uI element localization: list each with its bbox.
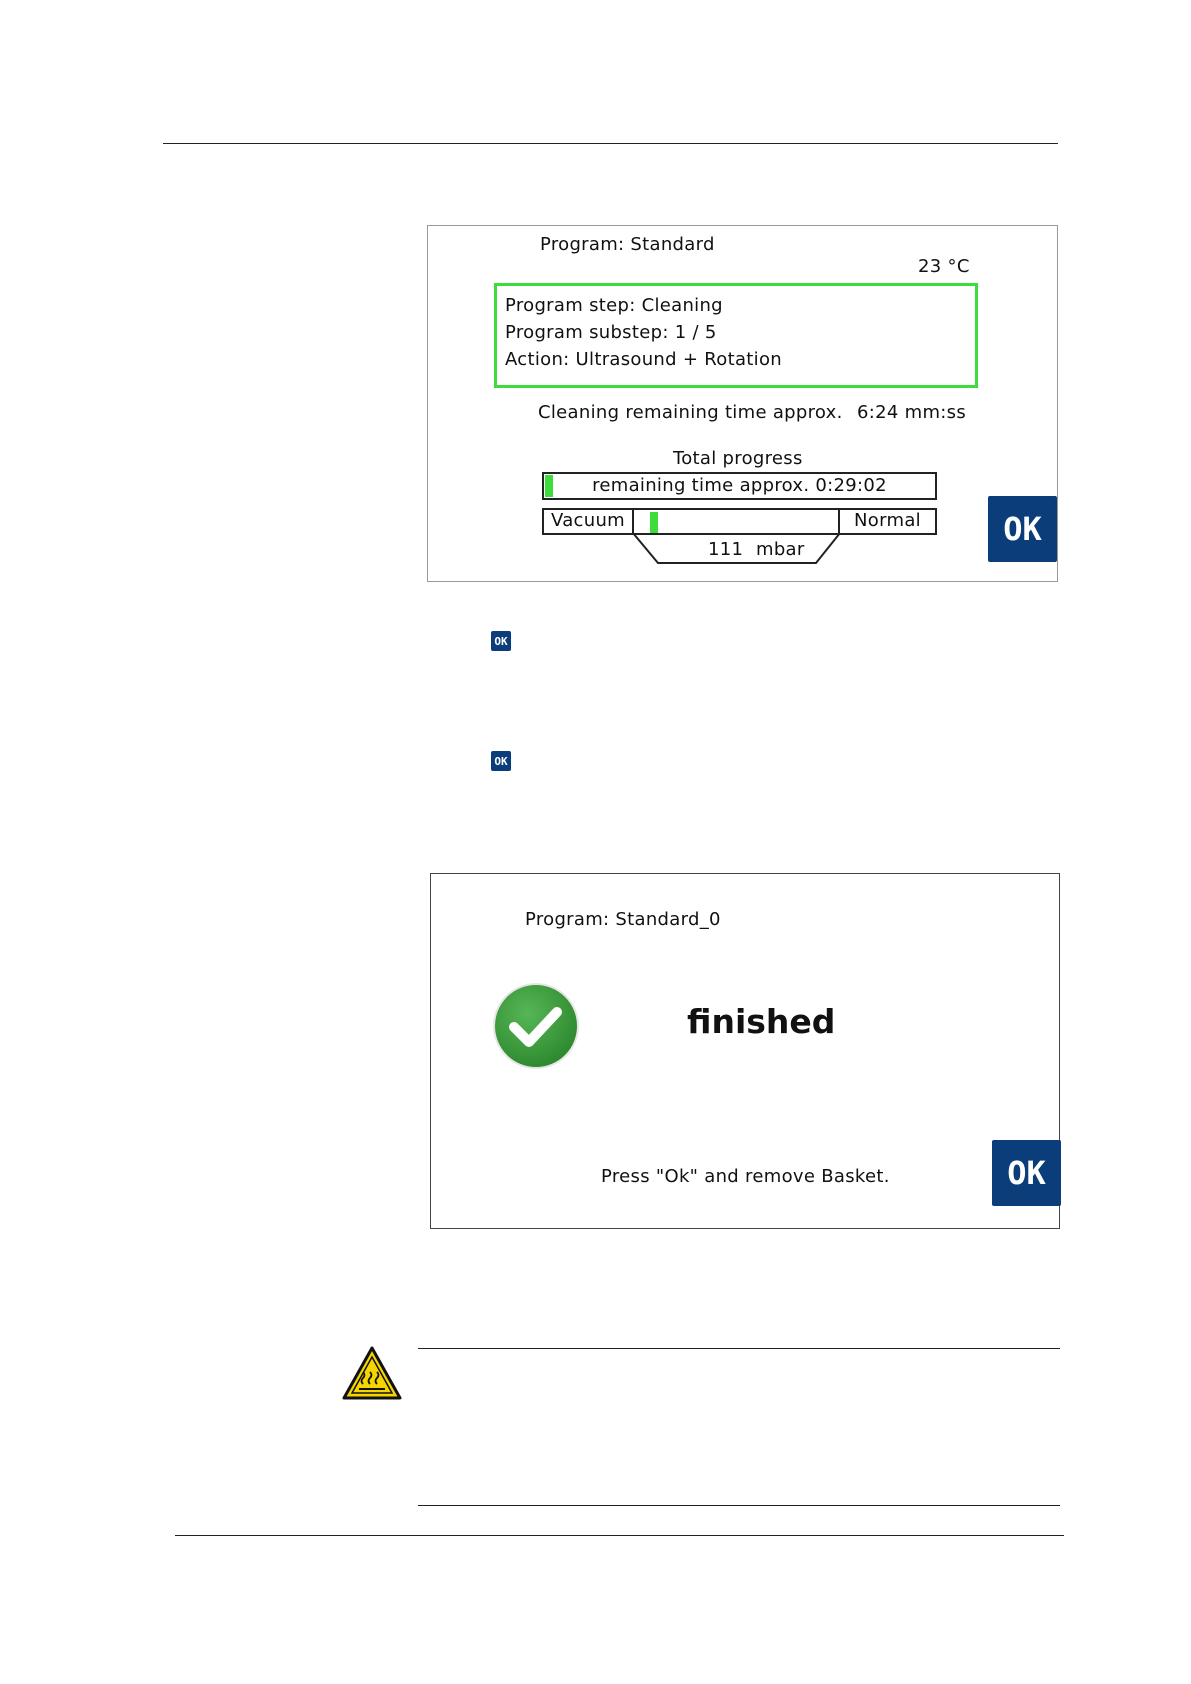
total-progress-bar bbox=[542, 472, 937, 500]
warning-bottom-rule bbox=[418, 1505, 1060, 1506]
inline-ok-icon: OK bbox=[491, 631, 511, 651]
checkmark-icon bbox=[491, 981, 581, 1071]
header-rule bbox=[163, 143, 1058, 144]
program-substep-line: Program substep: 1 / 5 bbox=[505, 322, 717, 343]
inline-ok-icon: OK bbox=[491, 751, 511, 771]
cleaning-remaining-label: Cleaning remaining time approx. bbox=[538, 402, 843, 423]
hot-surface-warning-icon bbox=[341, 1345, 403, 1401]
instruction-text: Press "Ok" and remove Basket. bbox=[601, 1166, 890, 1187]
action-line: Action: Ultrasound + Rotation bbox=[505, 349, 782, 370]
cleaning-remaining-time: 6:24 mm:ss bbox=[857, 402, 967, 423]
program-label: Program: Standard_0 bbox=[525, 909, 721, 930]
pressure-marker bbox=[650, 512, 658, 533]
pressure-gauge-track bbox=[632, 508, 840, 535]
vacuum-label: Vacuum bbox=[542, 508, 634, 535]
ok-button[interactable]: OK bbox=[992, 1140, 1061, 1206]
program-running-screen bbox=[427, 225, 1058, 582]
program-finished-screen bbox=[430, 873, 1060, 1229]
pressure-value: 111 bbox=[708, 539, 744, 560]
program-step-line: Program step: Cleaning bbox=[505, 295, 723, 316]
total-progress-title: Total progress bbox=[673, 448, 803, 469]
temperature-readout: 23 °C bbox=[918, 256, 970, 277]
footer-rule bbox=[175, 1535, 1064, 1536]
warning-top-rule bbox=[418, 1348, 1060, 1349]
status-finished: finished bbox=[687, 1002, 836, 1041]
pressure-unit: mbar bbox=[756, 539, 805, 560]
total-progress-text: remaining time approx. 0:29:02 bbox=[592, 475, 887, 496]
program-step-box bbox=[494, 283, 978, 388]
normal-label: Normal bbox=[838, 508, 937, 535]
ok-button[interactable]: OK bbox=[988, 496, 1057, 562]
program-label: Program: Standard bbox=[540, 234, 715, 255]
